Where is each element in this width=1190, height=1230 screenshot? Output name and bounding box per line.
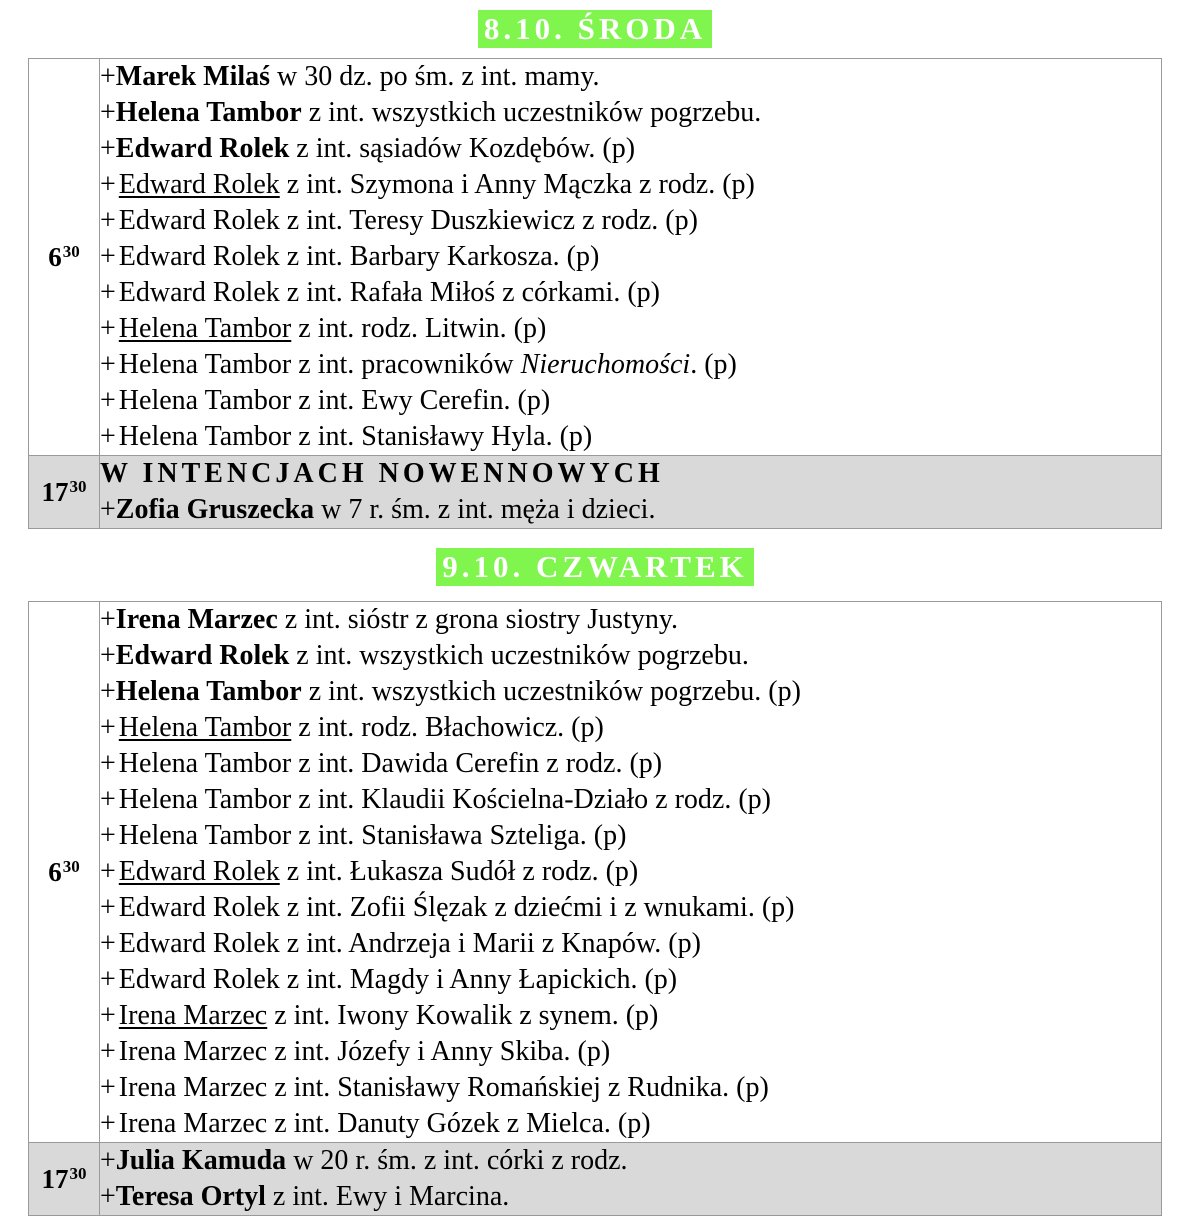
intention-text: z int. pracowników	[291, 349, 521, 380]
day-title: 9.10. CZWARTEK	[436, 548, 754, 586]
mass-slot-row	[29, 1143, 1162, 1216]
deceased-name: Helena Tambor	[118, 748, 292, 779]
intention-line	[100, 59, 1161, 95]
intentions-cell	[100, 456, 1162, 529]
mass-time-minutes: 30	[69, 476, 87, 496]
deceased-name: Edward Rolek	[115, 640, 290, 671]
intention-line	[100, 998, 1161, 1034]
intention-line	[100, 383, 1161, 419]
deceased-name: Julia Kamuda	[115, 1145, 287, 1176]
intention-line	[100, 167, 1161, 203]
deceased-name: Helena Tambor	[118, 349, 292, 380]
intention-line	[100, 710, 1161, 746]
intention-text: z int. sąsiadów Kozdębów. (p)	[289, 133, 636, 164]
deceased-name: Irena Marzec	[118, 1108, 268, 1139]
intention-text: z int. Teresy Duszkiewicz z rodz. (p)	[279, 205, 698, 236]
intentions-cell	[100, 1143, 1162, 1216]
intention-text: z int. Stanisławy Hyla. (p)	[291, 421, 593, 452]
cross-symbol: +	[100, 1072, 116, 1103]
intention-line	[100, 746, 1161, 782]
intention-line	[100, 674, 1161, 710]
cross-symbol: +	[100, 964, 116, 995]
intention-line	[100, 782, 1161, 818]
cross-symbol: +	[100, 169, 116, 200]
intention-text: z int. rodz. Litwin. (p)	[291, 313, 547, 344]
intention-text: z int. wszystkich uczestników pogrzebu.	[301, 97, 762, 128]
cross-symbol: +	[100, 205, 116, 236]
mass-time-hour: 17	[41, 476, 69, 507]
cross-symbol: +	[100, 928, 116, 959]
cross-symbol: +	[100, 421, 116, 452]
deceased-name: Edward Rolek	[118, 277, 280, 308]
deceased-name: Marek Milaś	[115, 61, 271, 92]
day-header	[0, 10, 1190, 48]
intention-text: z int. Barbary Karkosza. (p)	[279, 241, 600, 272]
cross-symbol: +	[100, 676, 116, 707]
deceased-name: Zofia Gruszecka	[115, 494, 315, 525]
intention-text: z int. wszystkich uczestników pogrzebu.	[289, 640, 749, 671]
intention-text: z int. rodz. Błachowicz. (p)	[291, 712, 604, 743]
intention-text: z int. Stanisławy Romańskiej z Rudnika. (p)	[267, 1072, 769, 1103]
intention-text: w 20 r. śm. z int. córki z rodz.	[286, 1145, 628, 1176]
cross-symbol: +	[100, 97, 116, 128]
mass-time-hour: 17	[41, 1163, 69, 1194]
mass-time	[29, 456, 100, 529]
intention-line	[100, 1143, 1161, 1179]
deceased-name: Edward Rolek	[118, 964, 280, 995]
cross-symbol: +	[100, 133, 116, 164]
cross-symbol: +	[100, 784, 116, 815]
deceased-name: Edward Rolek	[118, 169, 280, 200]
deceased-name: Irena Marzec	[115, 604, 278, 635]
cross-symbol: +	[100, 640, 116, 671]
mass-time-hour: 6	[48, 241, 62, 272]
mass-slot-row	[29, 59, 1162, 456]
deceased-name: Irena Marzec	[118, 1000, 268, 1031]
intention-text: z int. Szymona i Anny Mączka z rodz. (p)	[279, 169, 755, 200]
cross-symbol: +	[100, 604, 116, 635]
intention-line	[100, 131, 1161, 167]
intention-line	[100, 926, 1161, 962]
mass-time-minutes: 30	[62, 241, 80, 261]
cross-symbol: +	[100, 1108, 116, 1139]
intention-line	[100, 239, 1161, 275]
intention-heading: W INTENCJACH NOWENNOWYCH	[100, 458, 664, 489]
cross-symbol: +	[100, 856, 116, 887]
intention-line	[100, 854, 1161, 890]
intention-line	[100, 203, 1161, 239]
cross-symbol: +	[100, 241, 116, 272]
cross-symbol: +	[100, 1000, 116, 1031]
deceased-name: Irena Marzec	[118, 1036, 268, 1067]
intention-line	[100, 638, 1161, 674]
schedule-table	[28, 58, 1162, 529]
cross-symbol: +	[100, 385, 116, 416]
intention-text: z int. Danuty Gózek z Mielca. (p)	[267, 1108, 651, 1139]
mass-slot-row	[29, 456, 1162, 529]
mass-time	[29, 602, 100, 1143]
cross-symbol: +	[100, 61, 116, 92]
cross-symbol: +	[100, 1036, 116, 1067]
day-title: 8.10. ŚRODA	[478, 10, 712, 48]
deceased-name: Edward Rolek	[118, 892, 280, 923]
intention-line	[100, 962, 1161, 998]
mass-slot-row	[29, 602, 1162, 1143]
deceased-name: Helena Tambor	[115, 676, 302, 707]
intention-text: z int. Dawida Cerefin z rodz. (p)	[291, 748, 663, 779]
deceased-name: Edward Rolek	[115, 133, 290, 164]
mass-time-minutes: 30	[69, 1163, 87, 1183]
mass-time	[29, 59, 100, 456]
cross-symbol: +	[100, 1145, 116, 1176]
deceased-name: Edward Rolek	[118, 856, 280, 887]
deceased-name: Helena Tambor	[115, 97, 302, 128]
intention-text: z int. Józefy i Anny Skiba. (p)	[267, 1036, 611, 1067]
cross-symbol: +	[100, 712, 116, 743]
intention-text: z int. wszystkich uczestników pogrzebu. (p)	[301, 676, 801, 707]
intention-text: w 7 r. śm. z int. męża i dzieci.	[314, 494, 656, 525]
deceased-name: Teresa Ortyl	[115, 1181, 266, 1212]
intention-italic: Nieruchomości	[520, 349, 691, 380]
intention-text: z int. Andrzeja i Marii z Knapów. (p)	[279, 928, 701, 959]
cross-symbol: +	[100, 313, 116, 344]
deceased-name: Helena Tambor	[118, 784, 292, 815]
deceased-name: Helena Tambor	[118, 712, 292, 743]
intention-line	[100, 419, 1161, 455]
intention-line	[100, 818, 1161, 854]
deceased-name: Helena Tambor	[118, 820, 292, 851]
schedule-table	[28, 601, 1162, 1216]
intentions-cell	[100, 602, 1162, 1143]
mass-time-hour: 6	[48, 856, 62, 887]
intention-text: z int. sióstr z grona siostry Justyny.	[277, 604, 679, 635]
cross-symbol: +	[100, 748, 116, 779]
intention-line	[100, 1106, 1161, 1142]
cross-symbol: +	[100, 892, 116, 923]
deceased-name: Edward Rolek	[118, 241, 280, 272]
intention-line	[100, 95, 1161, 131]
intention-line	[100, 1070, 1161, 1106]
intention-text: w 30 dz. po śm. z int. mamy.	[270, 61, 600, 92]
intention-line	[100, 890, 1161, 926]
intentions-cell	[100, 59, 1162, 456]
mass-time	[29, 1143, 100, 1216]
intention-line	[100, 311, 1161, 347]
intention-text: z int. Rafała Miłoś z córkami. (p)	[279, 277, 660, 308]
cross-symbol: +	[100, 494, 116, 525]
deceased-name: Irena Marzec	[118, 1072, 268, 1103]
intention-tail: . (p)	[690, 349, 737, 380]
intention-text: z int. Ewy i Marcina.	[265, 1181, 510, 1212]
cross-symbol: +	[100, 1181, 116, 1212]
intention-line	[100, 275, 1161, 311]
deceased-name: Edward Rolek	[118, 205, 280, 236]
day-header	[0, 548, 1190, 586]
intention-text: z int. Ewy Cerefin. (p)	[291, 385, 551, 416]
intention-text: z int. Magdy i Anny Łapickich. (p)	[279, 964, 678, 995]
intention-text: z int. Klaudii Kościelna-Działo z rodz. (p)	[291, 784, 771, 815]
intention-line	[100, 602, 1161, 638]
intention-text: z int. Zofii Ślęzak z dziećmi i z wnukami. (p)	[279, 892, 795, 923]
intention-text: z int. Łukasza Sudół z rodz. (p)	[279, 856, 639, 887]
deceased-name: Edward Rolek	[118, 928, 280, 959]
cross-symbol: +	[100, 349, 116, 380]
cross-symbol: +	[100, 820, 116, 851]
mass-time-minutes: 30	[62, 856, 80, 876]
intention-line	[100, 347, 1161, 383]
cross-symbol: +	[100, 277, 116, 308]
deceased-name: Helena Tambor	[118, 421, 292, 452]
intention-text: z int. Iwony Kowalik z synem. (p)	[267, 1000, 659, 1031]
intention-line	[100, 1179, 1161, 1215]
intention-line	[100, 1034, 1161, 1070]
deceased-name: Helena Tambor	[118, 313, 292, 344]
intention-line	[100, 492, 1161, 528]
intention-text: z int. Stanisława Szteliga. (p)	[291, 820, 627, 851]
deceased-name: Helena Tambor	[118, 385, 292, 416]
